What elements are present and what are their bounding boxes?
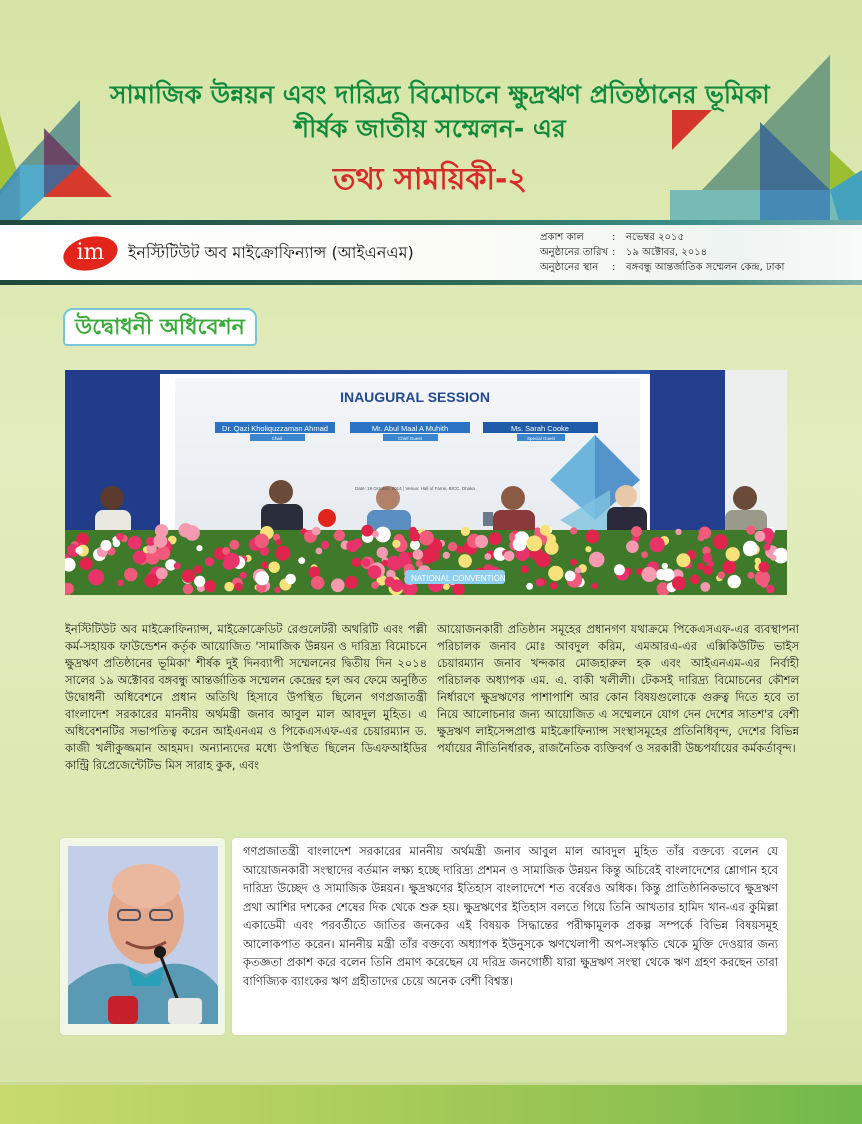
flower (260, 547, 269, 556)
flower (255, 534, 269, 548)
flower (675, 529, 681, 535)
flower (345, 576, 358, 589)
flower (362, 558, 370, 566)
flower (614, 564, 625, 575)
flower (144, 574, 158, 588)
flower (101, 540, 112, 551)
flower (526, 583, 533, 590)
flower (275, 539, 281, 545)
flower (113, 540, 121, 548)
flower (722, 560, 736, 574)
flower (728, 575, 741, 588)
meta-separator: : (612, 247, 616, 258)
speaker-role-1: Chair (271, 436, 283, 441)
flower (766, 585, 775, 594)
flower (410, 540, 420, 550)
flower (392, 540, 400, 548)
flower (550, 582, 558, 590)
speaker-name-2: Mr. Abul Maal A Muhith (371, 424, 449, 433)
flower (316, 548, 323, 555)
main-title-line2: শীর্ষক জাতীয় সম্মেলন- এর (294, 114, 566, 143)
flower (116, 533, 124, 541)
flower (690, 575, 700, 585)
flower (174, 562, 181, 569)
flower (194, 576, 205, 587)
meta-separator: : (612, 262, 616, 273)
portrait-illustration (68, 846, 218, 1024)
flower (346, 540, 358, 552)
flower (703, 566, 713, 576)
footer-bar (0, 1085, 862, 1124)
flower (626, 540, 639, 553)
flower (540, 525, 551, 536)
flower (298, 557, 305, 564)
flower (368, 565, 382, 579)
decorative-triangles-left (0, 95, 115, 225)
flower (770, 555, 776, 561)
flower (570, 527, 577, 534)
flower (485, 553, 492, 560)
main-title-line1: সামাজিক উন্নয়ন এবং দারিদ্র্য বিমোচনে ক্ষুদ্রঋণ প্রতিষ্ঠানের ভূমিকা (110, 80, 770, 109)
flower (312, 527, 321, 536)
flower (672, 576, 686, 590)
meta-label: প্রকাশ কাল (540, 232, 584, 243)
banner-title: INAUGURAL SESSION (340, 389, 490, 405)
flower (117, 580, 124, 587)
flower (183, 584, 193, 594)
photo-illustration (65, 370, 787, 595)
flower (586, 530, 600, 544)
flower (458, 554, 472, 568)
title-block (110, 78, 770, 146)
flower (743, 543, 756, 556)
flower (285, 574, 296, 585)
flower (697, 563, 704, 570)
flower (80, 557, 93, 570)
flower (521, 565, 529, 573)
publication-meta (540, 230, 784, 275)
flower (649, 537, 664, 552)
flower (230, 540, 240, 550)
podium-label: NATIONAL CONVENTION (411, 574, 506, 583)
flower (703, 553, 713, 563)
flower (234, 583, 242, 591)
flower (589, 552, 605, 568)
flower (205, 557, 214, 566)
flower (321, 541, 329, 549)
flower (179, 523, 193, 537)
flower (371, 581, 379, 589)
flower (585, 546, 591, 552)
flower (224, 582, 234, 592)
flower (536, 578, 544, 586)
flower (726, 547, 740, 561)
meta-value: ১৯ অক্টোবর, ২০১৪ (626, 247, 708, 258)
flower (311, 576, 324, 589)
flower (570, 559, 577, 566)
flower (352, 558, 362, 568)
inaugural-session-photo (65, 370, 787, 595)
flower (548, 566, 563, 581)
flower (676, 553, 690, 567)
flower (748, 572, 755, 579)
flower (88, 569, 104, 585)
flower (662, 563, 668, 569)
speaker-name-1: Dr. Qazi Kholiquzzaman Ahmad (222, 424, 328, 433)
flower (489, 532, 502, 545)
finance-minister-portrait (68, 846, 218, 1024)
flower (75, 547, 82, 554)
flower (713, 534, 728, 549)
minister-speech-summary: গণপ্রজাতন্ত্রী বাংলাদেশ সরকারের মাননীয় অর্থমন্ত্রী জনাব আবুল মাল আবদুল মুহিত তাঁর বক্তব্যে বলেন যে আয়োজনকারী সংস্থাদের বর্তমান লক্ষ্য হচ্ছে দারিদ্র্য প্রশমন ও সামাজিক উন্নয়ন কিন্তু অচিরেই বাংলাদেশের শ্লোগান হবে দারিদ্র্য উচ্ছেদ ও সামাজিক উন্নয়ন। ক্ষুদ্রঋণের ইতিহাস বাংলাদেশে শত বর্ষেরও অধিক। কিন্তু প্রাতিষ্ঠানিকভাবে ক্ষুদ্রঋণ প্রথা আশির দশকের শেষের দিক থেকে শুরু হয়। ক্ষুদ্রঋণের ইতিহাস বলতে গিয়ে তিনি আখতার হামিদ খান-এর কুমিল্লা একাডেমী এবং পরবর্তীতে জাতির জনকের এই বিষয়ক সিদ্ধান্তের পরীক্ষামূলক প্রকল্প সম্পর্কে বিভিন্ন বিষয়সমূহ আলোকপাত করেন। মাননীয় মন্ত্রী তাঁর বক্তব্যে অধ্যাপক ইউনুসকে ঋণখেলাপী অপ-সংস্কৃতি থেকে মুক্তি দেওয়ার জন্য কৃতজ্ঞতা প্রকাশ করে বলেন তিনি প্রমাণ করেছেন যে দরিদ্র জনগোষ্ঠী যারা ক্ষুদ্রঋণ সংস্থা থেকে ঋণ গ্রহণ করছেন তারা বাণিজ্যিক ব্যাংকের ঋণ গ্রহীতাদের চেয়ে অনেক বেশী বিশ্বস্ত। (243, 844, 778, 988)
flower (513, 537, 527, 551)
flower (182, 569, 196, 583)
flower (504, 551, 515, 562)
flower (196, 545, 202, 551)
flower (443, 552, 450, 559)
flower (133, 550, 147, 564)
flower (461, 527, 470, 536)
flower (565, 571, 576, 582)
meta-label: অনুষ্ঠানের তারিখ (540, 247, 609, 258)
flower (475, 535, 488, 548)
flower (194, 565, 202, 573)
flower (534, 527, 540, 533)
meta-row-event-date (540, 245, 784, 260)
flower (765, 537, 772, 544)
flower (746, 526, 755, 535)
flower (642, 567, 657, 582)
flower (764, 544, 771, 551)
body-column-left: ইনস্টিটিউট অব মাইক্রোফিন্যান্স, মাইক্রোক্রেডিট রেগুলেটরী অথরিটি এবং পল্লী কর্ম-সহায়ক ফাউন্ডেশন কর্তৃক আয়োজিত 'সামাজিক উন্নয়ন ও দারিদ্র্য বিমোচনে ক্ষুদ্রঋণ প্রতিষ্ঠানের ভূমিকা' শীর্ষক দুই দিনব্যাপী সম্মেলনের দ্বিতীয় দিন ২০১৪ সালের ১৯ অক্টোবর বঙ্গবন্ধু আন্তর্জাতিক সম্মেলন কেন্দ্রের হল অব ফেমে অনুষ্ঠিত উদ্বোধনী অধিবেশনে প্রধান অতিথি হিসাবে উপস্থিত ছিলেন গণপ্রজাতন্ত্রী বাংলাদেশ সরকারের মাননীয় অর্থমন্ত্রী জনাব আবুল মাল আবদুল মুহিত। এ অধিবেশনটির সভাপতিত্ব করেন আইএনএম ও পিকেএসএফ-এর চেয়ারম্যান ড. কাজী খলীকুজ্জমান আহমদ। অন্যান্যদের মধ্যে উপস্থিত ছিলেন ডিএফআইডির কান্ট্রি রিপ্রেজেন্টেটিভ মিস সারাহ কুক, এবং (65, 622, 427, 772)
flower (419, 531, 434, 546)
flower (413, 549, 424, 560)
meta-label: অনুষ্ঠানের স্থান (540, 262, 599, 273)
flower (128, 536, 142, 550)
speaker-role-2: Chief Guest (398, 436, 422, 441)
flower (698, 534, 705, 541)
flower (448, 542, 457, 551)
flower (592, 583, 598, 589)
body-column-right: আয়োজনকারী প্রতিষ্ঠান সমূহের প্রধানগণ যথাক্রমে পিকেএসএফ-এর ব্যবস্থাপনা পরিচালক জনাব মোঃ আবদুল করিম, এমআরএ-এর এক্সিকিউটিভ ভাইস চেয়ারম্যান জনাব খন্দকার মোজহারুল হক এবং আইএনএম-এর নির্বাহী পরিচালক অধ্যাপক এম. এ. বাকী খলীলী। টেকসই দারিদ্র্য বিমোচনের কৌশল নির্ধারণে ক্ষুদ্রঋণের পাশাপাশি আর কোন বিষয়গুলোকে গুরুত্ব দিতে হবে তা নিয়ে আলোচনার জন্য আয়োজিত এ সম্মেলনে যোগ দেন দেশের সাতশ'র বেশী ক্ষুদ্রঋণ লাইসেন্সপ্রাপ্ত মাইক্রোফিন্যান্স সংস্থাসমূহের প্রতিনিধিবৃন্দ, দেশের বিভিন্ন পর্যায়ের নীতিনির্ধারক, রাজনৈতিক ব্যক্তিবর্গ ও সরকারী উচ্চপর্যায়ের কর্মকর্তাবৃন্দ। (437, 622, 799, 755)
flower (759, 562, 770, 573)
flower (331, 579, 345, 593)
meta-value: নভেম্বর ২০১৫ (626, 232, 684, 243)
flower (240, 572, 247, 579)
meta-separator: : (612, 232, 616, 243)
org-name: ইনস্টিটিউট অব মাইক্রোফিন্যান্স (আইএনএম) (128, 243, 414, 262)
flower (760, 580, 768, 588)
flower (334, 530, 345, 541)
speaker-name-3: Ms. Sarah Cooke (511, 424, 569, 433)
flower (156, 568, 168, 580)
flower (526, 536, 542, 552)
band-bottom-rule (0, 280, 862, 285)
flower (124, 568, 137, 581)
flower (443, 583, 450, 590)
flower (718, 572, 725, 579)
flower (662, 568, 675, 581)
section-heading: উদ্বোধনী অধিবেশন (63, 308, 257, 346)
flower (154, 534, 168, 548)
flower (224, 553, 240, 569)
inm-logo-text: im (76, 240, 105, 266)
flower (409, 531, 420, 542)
flower (361, 525, 373, 537)
flower (269, 562, 280, 573)
flower (391, 579, 404, 592)
flower (156, 546, 170, 560)
flower (255, 571, 269, 585)
flower (377, 547, 388, 558)
flower (261, 561, 268, 568)
flower (275, 587, 281, 593)
flower (700, 582, 710, 592)
flower (382, 560, 388, 566)
flower (631, 526, 642, 537)
flower (641, 551, 648, 558)
issue-title: তথ্য সাময়িকী-২ (332, 162, 528, 197)
flower (545, 541, 559, 555)
flower (204, 580, 216, 592)
flower (456, 546, 464, 554)
meta-row-published (540, 230, 784, 245)
flower (755, 531, 766, 542)
speaker-role-3: Special Guest (526, 436, 556, 441)
banner-date-line: Date: 19 October, 2014 | Venue: Hall of Fame, BICC, Dhaka (355, 486, 475, 491)
meta-value: বঙ্গবন্ধু আন্তর্জাতিক সম্মেলন কেন্দ্র, ঢাকা (626, 262, 785, 273)
flower (275, 546, 290, 561)
meta-row-event-venue (540, 260, 784, 275)
